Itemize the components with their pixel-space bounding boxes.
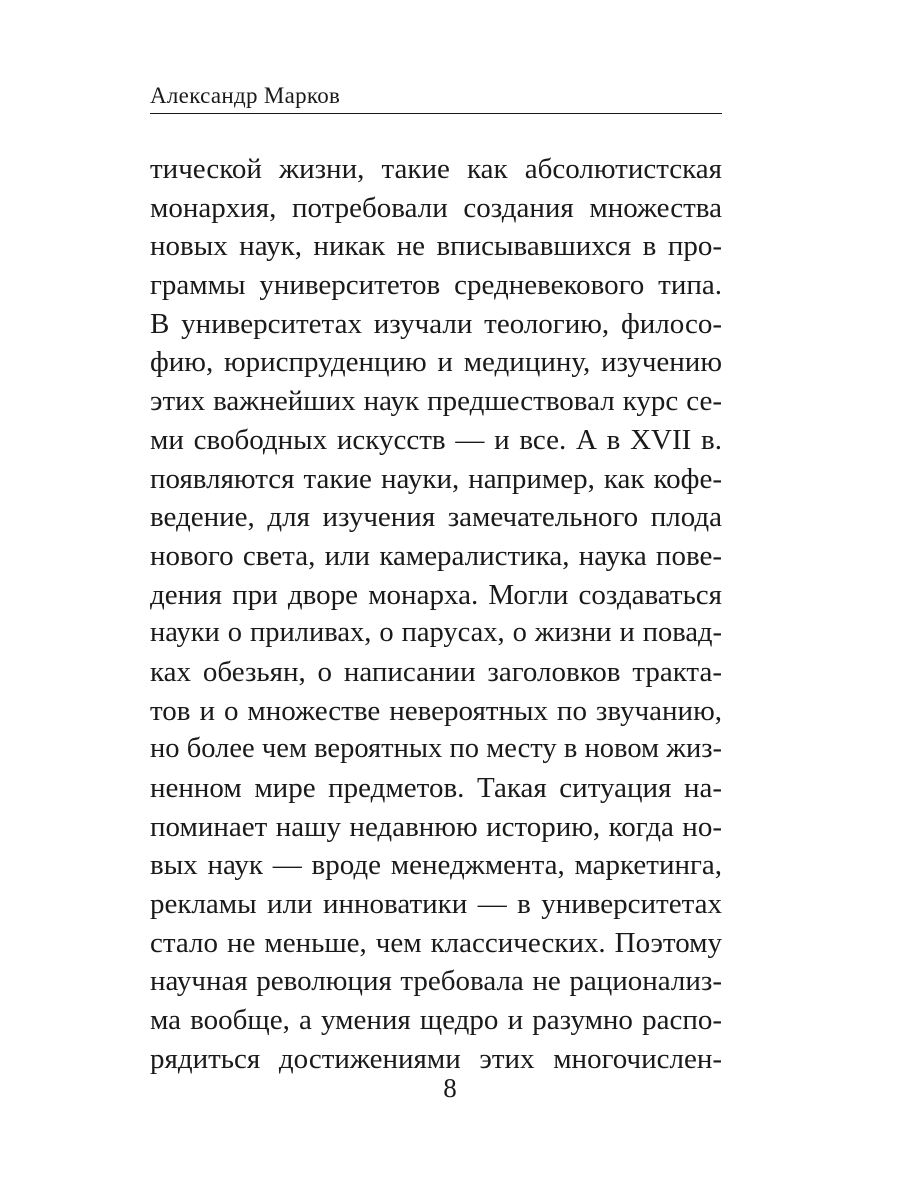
text-line: науки о приливах, о парусах, о жизни и повад- xyxy=(150,617,722,649)
author-name: Александр Марков xyxy=(150,83,341,108)
text-line: нового света, или камералистика, наука пове- xyxy=(150,539,722,572)
text-line: рядиться достижениями этих многочислен- xyxy=(150,1042,722,1075)
text-line: появляются такие науки, например, как кофе- xyxy=(150,462,722,495)
text-line: дения при дворе монарха. Могли создаваться xyxy=(150,578,722,611)
text-line: этих важнейших наук предшествовал курс се- xyxy=(150,385,722,418)
text-line: поминает нашу недавнюю историю, когда но- xyxy=(150,810,722,843)
text-line: ненном мире предметов. Такая ситуация на- xyxy=(150,772,722,804)
text-line: стало не меньше, чем классических. Поэтому xyxy=(150,926,722,959)
text-line: вых наук — вроде менеджмента, маркетинга, xyxy=(150,849,722,882)
running-head xyxy=(150,80,722,114)
text-line: фию, юриспруденцию и медицину, изучению xyxy=(150,346,722,379)
text-line: ведение, для изучения замечательного плода xyxy=(150,501,722,534)
text-line: научная революция требовала не рационализ- xyxy=(150,965,722,998)
text-line: новых наук, никак не вписывавшихся в про- xyxy=(150,230,722,263)
text-line: но более чем вероятных по месту в новом жиз- xyxy=(150,733,722,765)
text-line: ках обезьян, о написании заголовков тракта- xyxy=(150,655,722,688)
text-line: В университетах изучали теологию, филосо- xyxy=(150,307,722,340)
text-line: тов и о множестве невероятных по звучанию, xyxy=(150,694,722,727)
text-line: граммы университетов средневекового типа. xyxy=(150,269,722,302)
text-line: тической жизни, такие как абсолютистская xyxy=(150,153,722,185)
text-line: монархия, потребовали создания множества xyxy=(150,191,722,224)
page-number: 8 xyxy=(443,1073,457,1103)
text-line: ма вообще, а умения щедро и разумно распо- xyxy=(150,1004,722,1037)
body-text xyxy=(150,150,722,1079)
text-line: ми свободных искусств — и все. А в XVII в. xyxy=(150,423,722,456)
text-line: рекламы или инноватики — в университетах xyxy=(150,888,722,921)
